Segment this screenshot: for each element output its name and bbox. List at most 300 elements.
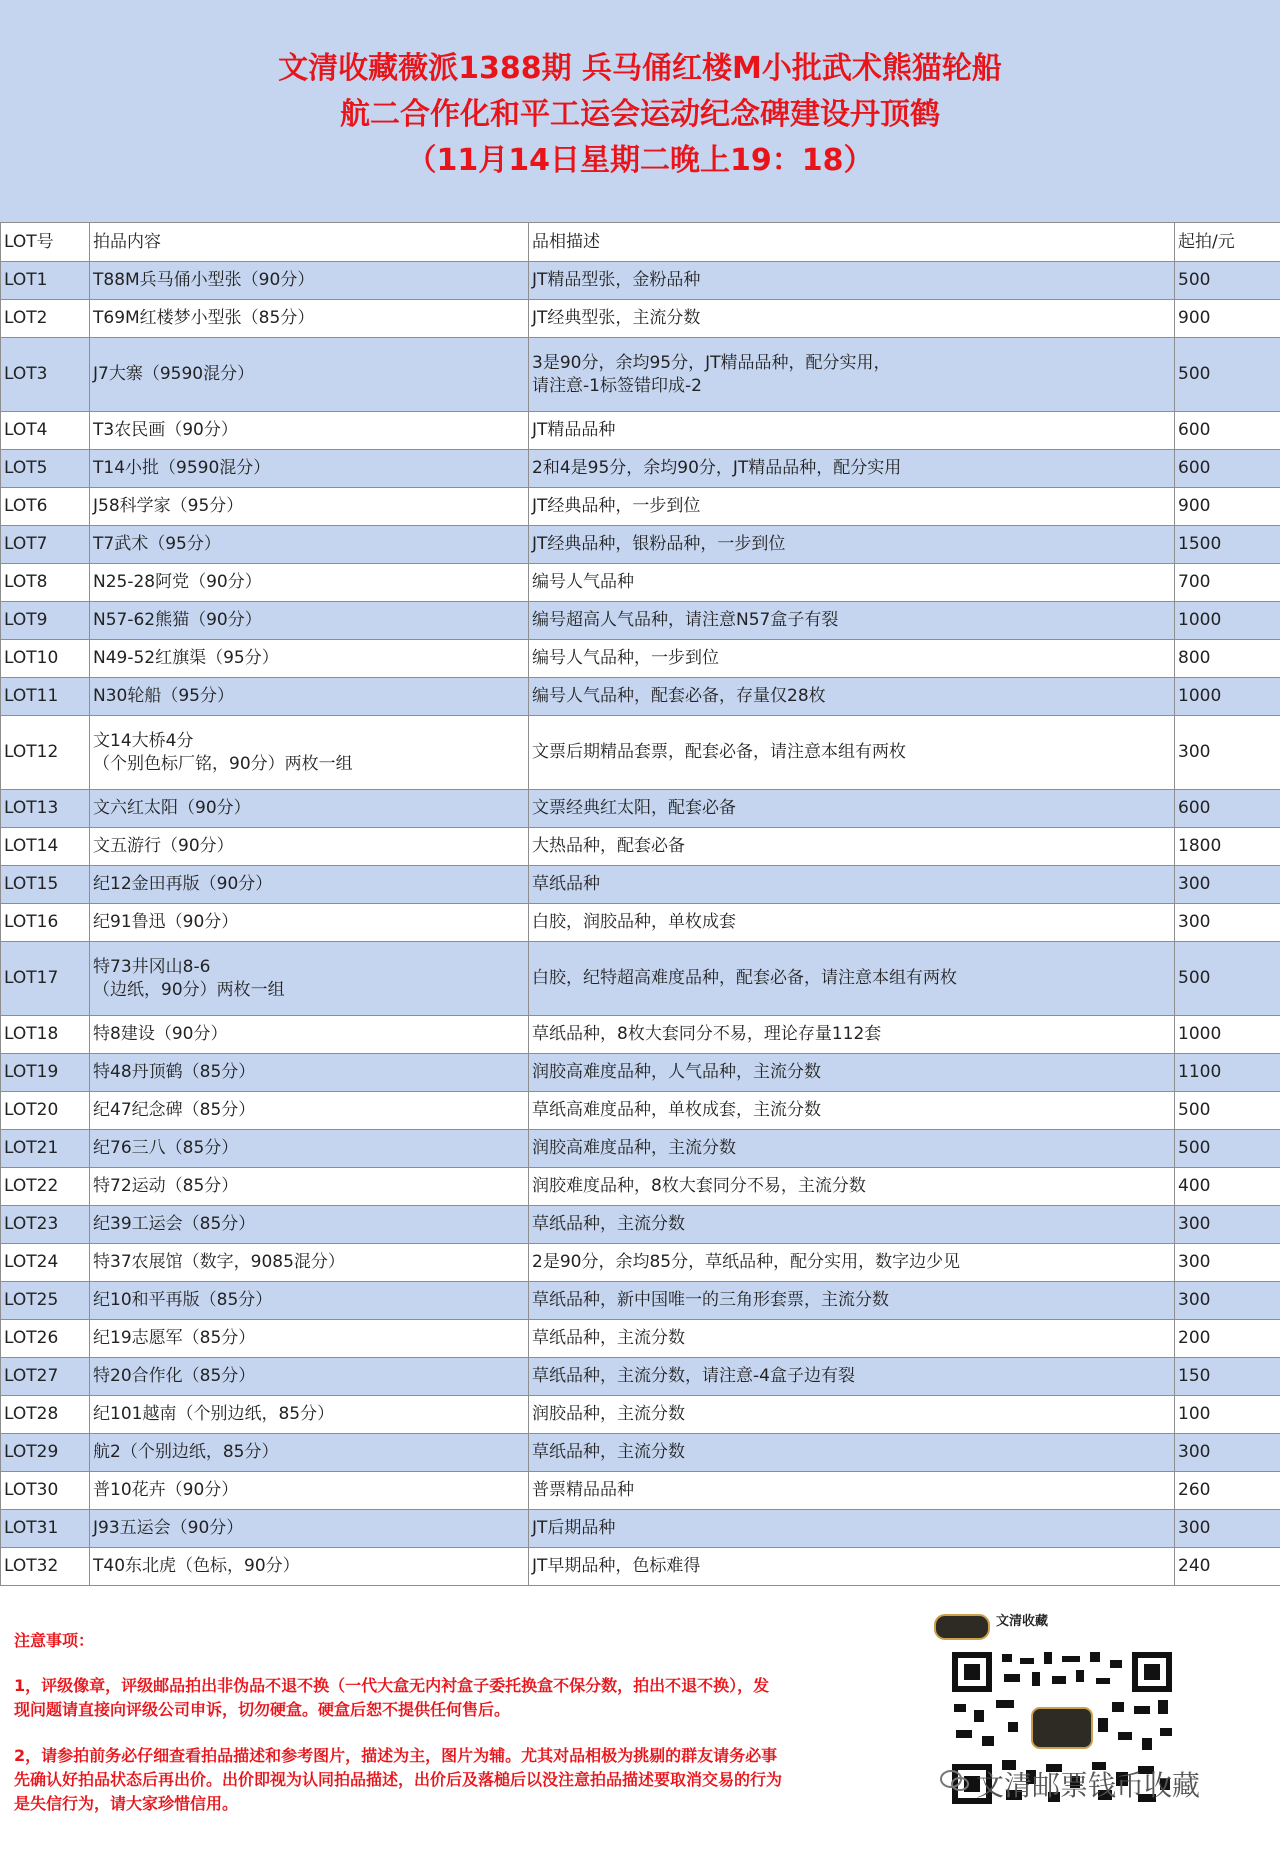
cell-price-text: 900 bbox=[1178, 308, 1211, 328]
cell-desc bbox=[529, 488, 1175, 526]
cell-desc bbox=[529, 716, 1175, 790]
cell-price bbox=[1175, 450, 1280, 488]
brand-logo-icon bbox=[934, 1614, 990, 1640]
cell-item bbox=[90, 1472, 529, 1510]
cell-lot-text: LOT19 bbox=[4, 1062, 59, 1082]
cell-item bbox=[90, 412, 529, 450]
cell-price-text: 200 bbox=[1178, 1328, 1211, 1348]
table-row bbox=[1, 678, 1280, 716]
cell-price-text: 500 bbox=[1178, 1138, 1211, 1158]
cell-price bbox=[1175, 412, 1280, 450]
cell-price bbox=[1175, 488, 1280, 526]
cell-price-text: 600 bbox=[1178, 420, 1211, 440]
cell-lot bbox=[1, 640, 90, 678]
cell-item bbox=[90, 1510, 529, 1548]
cell-desc bbox=[529, 300, 1175, 338]
cell-lot-text: LOT17 bbox=[4, 968, 59, 988]
cell-lot bbox=[1, 1320, 90, 1358]
cell-item-text: N25-28阿党（90分） bbox=[93, 572, 262, 592]
cell-lot bbox=[1, 602, 90, 640]
cell-lot-text: LOT4 bbox=[4, 420, 48, 440]
cell-price-text: 300 bbox=[1178, 1518, 1211, 1538]
cell-item-text: 纪19志愿军（85分） bbox=[93, 1328, 256, 1348]
cell-price-text: 240 bbox=[1178, 1556, 1211, 1576]
cell-item bbox=[90, 338, 529, 412]
cell-lot-text: LOT22 bbox=[4, 1176, 59, 1196]
cell-item bbox=[90, 790, 529, 828]
cell-desc-text: 润胶品种，主流分数 bbox=[532, 1404, 685, 1424]
table-row bbox=[1, 450, 1280, 488]
table-row bbox=[1, 602, 1280, 640]
cell-lot-text: LOT13 bbox=[4, 798, 59, 818]
cell-lot bbox=[1, 1168, 90, 1206]
cell-desc-text: JT精品型张，金粉品种 bbox=[532, 270, 701, 290]
cell-item-text: 纪76三八（85分） bbox=[93, 1138, 239, 1158]
cell-item-text: 文五游行（90分） bbox=[93, 836, 234, 856]
cell-lot-text: LOT16 bbox=[4, 912, 59, 932]
cell-item-text: 文六红太阳（90分） bbox=[93, 798, 251, 818]
cell-desc bbox=[529, 1510, 1175, 1548]
cell-lot bbox=[1, 564, 90, 602]
cell-lot-text: LOT23 bbox=[4, 1214, 59, 1234]
cell-lot bbox=[1, 1548, 90, 1586]
cell-lot-text: LOT27 bbox=[4, 1366, 59, 1386]
cell-desc-text: 草纸高难度品种，单枚成套，主流分数 bbox=[532, 1100, 821, 1120]
cell-desc bbox=[529, 1282, 1175, 1320]
cell-price-text: 260 bbox=[1178, 1480, 1211, 1500]
cell-lot-text: LOT8 bbox=[4, 572, 48, 592]
cell-item-text: 特20合作化（85分） bbox=[93, 1366, 256, 1386]
cell-lot bbox=[1, 716, 90, 790]
cell-lot bbox=[1, 1472, 90, 1510]
table-row bbox=[1, 1206, 1280, 1244]
cell-item bbox=[90, 488, 529, 526]
table-row bbox=[1, 564, 1280, 602]
table-header-row bbox=[1, 223, 1280, 262]
cell-lot-text: LOT18 bbox=[4, 1024, 59, 1044]
table-row bbox=[1, 942, 1280, 1016]
cell-price-text: 1000 bbox=[1178, 1024, 1222, 1044]
cell-item-text: 纪47纪念碑（85分） bbox=[93, 1100, 256, 1120]
cell-price bbox=[1175, 1168, 1280, 1206]
table-row bbox=[1, 1016, 1280, 1054]
cell-item bbox=[90, 262, 529, 300]
cell-price-text: 600 bbox=[1178, 798, 1211, 818]
table-row bbox=[1, 1244, 1280, 1282]
cell-desc-text: 编号人气品种，配套必备，存量仅28枚 bbox=[532, 686, 826, 706]
cell-lot bbox=[1, 262, 90, 300]
table-row bbox=[1, 1396, 1280, 1434]
table-row bbox=[1, 1358, 1280, 1396]
cell-item bbox=[90, 450, 529, 488]
cell-desc bbox=[529, 262, 1175, 300]
cell-desc bbox=[529, 564, 1175, 602]
cell-desc bbox=[529, 1396, 1175, 1434]
table-row bbox=[1, 866, 1280, 904]
cell-lot-text: LOT9 bbox=[4, 610, 48, 630]
cell-price bbox=[1175, 1472, 1280, 1510]
cell-price-text: 400 bbox=[1178, 1176, 1211, 1196]
cell-desc-text: 草纸品种，主流分数 bbox=[532, 1214, 685, 1234]
cell-desc bbox=[529, 338, 1175, 412]
cell-lot bbox=[1, 1244, 90, 1282]
cell-lot bbox=[1, 450, 90, 488]
cell-price-text: 300 bbox=[1178, 1442, 1211, 1462]
cell-item bbox=[90, 1282, 529, 1320]
cell-item bbox=[90, 1320, 529, 1358]
cell-desc-text: JT经典品种，一步到位 bbox=[532, 496, 701, 516]
cell-lot bbox=[1, 1206, 90, 1244]
cell-lot bbox=[1, 1016, 90, 1054]
table-row bbox=[1, 1434, 1280, 1472]
lot-table-body bbox=[1, 262, 1280, 1586]
page-header bbox=[0, 0, 1280, 222]
cell-desc-text: JT后期品种 bbox=[532, 1518, 616, 1538]
cell-lot-text: LOT10 bbox=[4, 648, 59, 668]
cell-desc-text: JT经典品种，银粉品种，一步到位 bbox=[532, 534, 786, 554]
cell-item-text: 纪91鲁迅（90分） bbox=[93, 912, 239, 932]
cell-lot bbox=[1, 1358, 90, 1396]
cell-item bbox=[90, 1548, 529, 1586]
col-header-price: 起拍/元 bbox=[1175, 223, 1280, 262]
cell-item bbox=[90, 866, 529, 904]
cell-lot-text: LOT11 bbox=[4, 686, 59, 706]
cell-price-text: 300 bbox=[1178, 1252, 1211, 1272]
cell-price-text: 300 bbox=[1178, 1214, 1211, 1234]
cell-lot bbox=[1, 526, 90, 564]
cell-desc-text: 草纸品种，8枚大套同分不易，理论存量112套 bbox=[532, 1024, 882, 1044]
cell-lot bbox=[1, 678, 90, 716]
cell-price bbox=[1175, 942, 1280, 1016]
cell-desc bbox=[529, 1130, 1175, 1168]
cell-price bbox=[1175, 300, 1280, 338]
table-row bbox=[1, 1092, 1280, 1130]
notes-item-2: 2，请参拍前务必仔细查看拍品描述和参考图片，描述为主，图片为辅。尤其对品相极为挑剔的群友请务必事先确认好拍品状态后再出价。出价即视为认同拍品描述，出价后及落槌后以没注意拍品描述要取消交易的行为是失信行为，请大家珍惜信用。 bbox=[14, 1746, 783, 1813]
cell-lot-text: LOT29 bbox=[4, 1442, 59, 1462]
cell-item-text: J7大寨（9590混分） bbox=[93, 364, 255, 384]
cell-lot bbox=[1, 338, 90, 412]
cell-item bbox=[90, 1054, 529, 1092]
cell-item bbox=[90, 1244, 529, 1282]
cell-price bbox=[1175, 602, 1280, 640]
cell-lot-text: LOT7 bbox=[4, 534, 48, 554]
cell-lot-text: LOT2 bbox=[4, 308, 48, 328]
cell-price-text: 100 bbox=[1178, 1404, 1211, 1424]
cell-lot-text: LOT3 bbox=[4, 364, 48, 384]
cell-lot bbox=[1, 790, 90, 828]
cell-item-text: N49-52红旗渠（95分） bbox=[93, 648, 279, 668]
cell-item bbox=[90, 904, 529, 942]
cell-price-text: 500 bbox=[1178, 1100, 1211, 1120]
cell-item-text: J93五运会（90分） bbox=[93, 1518, 244, 1538]
table-row bbox=[1, 640, 1280, 678]
cell-desc bbox=[529, 1548, 1175, 1586]
cell-price bbox=[1175, 1434, 1280, 1472]
cell-desc-text: 润胶高难度品种，人气品种，主流分数 bbox=[532, 1062, 821, 1082]
notes-section bbox=[0, 1586, 1280, 1844]
cell-lot-text: LOT5 bbox=[4, 458, 48, 478]
cell-price bbox=[1175, 716, 1280, 790]
table-row bbox=[1, 300, 1280, 338]
cell-lot-text: LOT1 bbox=[4, 270, 48, 290]
cell-desc-text: 润胶难度品种，8枚大套同分不易，主流分数 bbox=[532, 1176, 866, 1196]
cell-item-text: T3农民画（90分） bbox=[93, 420, 238, 440]
cell-desc bbox=[529, 602, 1175, 640]
cell-item-text: 特48丹顶鹤（85分） bbox=[93, 1062, 256, 1082]
cell-price-text: 600 bbox=[1178, 458, 1211, 478]
cell-desc-text: 编号人气品种，一步到位 bbox=[532, 648, 719, 668]
cell-desc bbox=[529, 1054, 1175, 1092]
watermark-text: 文清邮票钱币收藏 bbox=[976, 1769, 1201, 1802]
cell-desc-text: JT精品品种 bbox=[532, 420, 616, 440]
cell-price bbox=[1175, 564, 1280, 602]
cell-item bbox=[90, 1092, 529, 1130]
cell-desc bbox=[529, 790, 1175, 828]
cell-item-text-line2: （个别色标厂铭，90分）两枚一组 bbox=[93, 753, 353, 774]
cell-desc bbox=[529, 1472, 1175, 1510]
cell-item-text: 纪101越南（个别边纸，85分） bbox=[93, 1404, 335, 1424]
cell-price bbox=[1175, 678, 1280, 716]
cell-item bbox=[90, 1434, 529, 1472]
cell-lot bbox=[1, 828, 90, 866]
cell-price bbox=[1175, 262, 1280, 300]
cell-item-text: J58科学家（95分） bbox=[93, 496, 244, 516]
cell-item-text: T88M兵马俑小型张（90分） bbox=[93, 270, 315, 290]
cell-item-text: 特73井冈山8-6 bbox=[93, 956, 211, 977]
cell-item bbox=[90, 1206, 529, 1244]
col-header-lot: LOT号 bbox=[1, 223, 90, 262]
cell-price bbox=[1175, 1548, 1280, 1586]
cell-desc-text: 大热品种，配套必备 bbox=[532, 836, 685, 856]
cell-desc bbox=[529, 1358, 1175, 1396]
cell-desc-text-line2: 请注意-1标签错印成-2 bbox=[532, 375, 702, 396]
cell-price bbox=[1175, 790, 1280, 828]
cell-price bbox=[1175, 1092, 1280, 1130]
cell-desc bbox=[529, 1244, 1175, 1282]
cell-lot bbox=[1, 1396, 90, 1434]
cell-price bbox=[1175, 338, 1280, 412]
cell-lot-text: LOT12 bbox=[4, 742, 59, 762]
table-row bbox=[1, 526, 1280, 564]
cell-item bbox=[90, 942, 529, 1016]
cell-item-text-line2: （边纸，90分）两枚一组 bbox=[93, 979, 285, 1000]
cell-price bbox=[1175, 1396, 1280, 1434]
cell-price-text: 300 bbox=[1178, 742, 1211, 762]
cell-lot-text: LOT31 bbox=[4, 1518, 59, 1538]
cell-price bbox=[1175, 828, 1280, 866]
cell-desc bbox=[529, 450, 1175, 488]
title-line-2: 航二合作化和平工运会运动纪念碑建设丹顶鹤 bbox=[340, 97, 940, 132]
cell-lot bbox=[1, 1282, 90, 1320]
cell-desc-text: 编号超高人气品种，请注意N57盒子有裂 bbox=[532, 610, 839, 630]
cell-item-text: 纪12金田再版（90分） bbox=[93, 874, 273, 894]
title-line-1: 文清收藏薇派1388期 兵马俑红楼M小批武术熊猫轮船 bbox=[278, 51, 1002, 86]
cell-desc bbox=[529, 904, 1175, 942]
cell-price-text: 300 bbox=[1178, 874, 1211, 894]
cell-price-text: 1800 bbox=[1178, 836, 1222, 856]
cell-price bbox=[1175, 1320, 1280, 1358]
cell-price bbox=[1175, 904, 1280, 942]
table-row bbox=[1, 488, 1280, 526]
cell-item bbox=[90, 640, 529, 678]
cell-price-text: 500 bbox=[1178, 968, 1211, 988]
cell-desc-text: 文票后期精品套票，配套必备，请注意本组有两枚 bbox=[532, 742, 906, 762]
cell-desc bbox=[529, 1434, 1175, 1472]
cell-lot-text: LOT20 bbox=[4, 1100, 59, 1120]
cell-desc-text: 编号人气品种 bbox=[532, 572, 634, 592]
cell-item bbox=[90, 1016, 529, 1054]
cell-desc-text: 白胶，润胶品种，单枚成套 bbox=[532, 912, 736, 932]
cell-price-text: 700 bbox=[1178, 572, 1211, 592]
table-row bbox=[1, 262, 1280, 300]
cell-lot-text: LOT15 bbox=[4, 874, 59, 894]
cell-desc bbox=[529, 526, 1175, 564]
cell-price-text: 900 bbox=[1178, 496, 1211, 516]
cell-item-text: 文14大桥4分 bbox=[93, 730, 194, 751]
cell-item-text: 特8建设（90分） bbox=[93, 1024, 228, 1044]
cell-lot-text: LOT14 bbox=[4, 836, 59, 856]
cell-lot bbox=[1, 1092, 90, 1130]
cell-desc-text: 草纸品种，新中国唯一的三角形套票，主流分数 bbox=[532, 1290, 889, 1310]
cell-price bbox=[1175, 526, 1280, 564]
cell-lot bbox=[1, 1434, 90, 1472]
notes-title: 注意事项： bbox=[14, 1631, 95, 1650]
cell-lot bbox=[1, 412, 90, 450]
cell-price-text: 1000 bbox=[1178, 610, 1222, 630]
cell-desc bbox=[529, 412, 1175, 450]
cell-desc bbox=[529, 866, 1175, 904]
cell-price bbox=[1175, 1054, 1280, 1092]
cell-item-text: 纪10和平再版（85分） bbox=[93, 1290, 273, 1310]
cell-desc-text: 2和4是95分，余均90分，JT精品品种，配分实用 bbox=[532, 458, 902, 478]
cell-lot bbox=[1, 1130, 90, 1168]
cell-item bbox=[90, 716, 529, 790]
cell-lot bbox=[1, 488, 90, 526]
cell-item bbox=[90, 1168, 529, 1206]
col-header-item: 拍品内容 bbox=[90, 223, 529, 262]
table-row bbox=[1, 1320, 1280, 1358]
cell-lot bbox=[1, 1510, 90, 1548]
cell-desc-text: 普票精品品种 bbox=[532, 1480, 634, 1500]
cell-desc-text: 草纸品种，主流分数，请注意-4盒子边有裂 bbox=[532, 1366, 855, 1386]
cell-lot bbox=[1, 1054, 90, 1092]
cell-lot bbox=[1, 904, 90, 942]
cell-price bbox=[1175, 1130, 1280, 1168]
cell-item-text: T14小批（9590混分） bbox=[93, 458, 271, 478]
cell-price bbox=[1175, 1282, 1280, 1320]
cell-item-text: T40东北虎（色标，90分） bbox=[93, 1556, 300, 1576]
cell-lot-text: LOT28 bbox=[4, 1404, 59, 1424]
cell-price-text: 300 bbox=[1178, 1290, 1211, 1310]
table-row bbox=[1, 1510, 1280, 1548]
cell-item bbox=[90, 1130, 529, 1168]
cell-price-text: 500 bbox=[1178, 364, 1211, 384]
cell-desc bbox=[529, 828, 1175, 866]
cell-item-text: 航2（个别边纸，85分） bbox=[93, 1442, 279, 1462]
cell-desc-text: 草纸品种 bbox=[532, 874, 600, 894]
cell-desc bbox=[529, 1320, 1175, 1358]
cell-item-text: N57-62熊猫（90分） bbox=[93, 610, 262, 630]
cell-lot-text: LOT26 bbox=[4, 1328, 59, 1348]
cell-price bbox=[1175, 640, 1280, 678]
cell-price bbox=[1175, 1016, 1280, 1054]
table-row bbox=[1, 1130, 1280, 1168]
cell-lot-text: LOT25 bbox=[4, 1290, 59, 1310]
cell-item-text: T69M红楼梦小型张（85分） bbox=[93, 308, 315, 328]
cell-lot-text: LOT6 bbox=[4, 496, 48, 516]
lot-table bbox=[0, 222, 1280, 1586]
cell-desc-text: 草纸品种，主流分数 bbox=[532, 1442, 685, 1462]
table-row bbox=[1, 790, 1280, 828]
cell-price bbox=[1175, 1510, 1280, 1548]
cell-lot-text: LOT30 bbox=[4, 1480, 59, 1500]
table-row bbox=[1, 716, 1280, 790]
table-row bbox=[1, 1282, 1280, 1320]
table-row bbox=[1, 1472, 1280, 1510]
cell-desc-text: 润胶高难度品种，主流分数 bbox=[532, 1138, 736, 1158]
cell-item-text: 特72运动（85分） bbox=[93, 1176, 239, 1196]
cell-lot bbox=[1, 866, 90, 904]
cell-price bbox=[1175, 1206, 1280, 1244]
cell-desc-text: 2是90分，余均85分，草纸品种，配分实用，数字边少见 bbox=[532, 1252, 961, 1272]
cell-desc-text: 白胶，纪特超高难度品种，配套必备，请注意本组有两枚 bbox=[532, 968, 957, 988]
table-row bbox=[1, 1168, 1280, 1206]
table-row bbox=[1, 904, 1280, 942]
cell-item bbox=[90, 1358, 529, 1396]
cell-price-text: 300 bbox=[1178, 912, 1211, 932]
table-row bbox=[1, 412, 1280, 450]
cell-price-text: 1000 bbox=[1178, 686, 1222, 706]
table-row bbox=[1, 338, 1280, 412]
cell-price-text: 1100 bbox=[1178, 1062, 1222, 1082]
cell-desc-text: 文票经典红太阳，配套必备 bbox=[532, 798, 736, 818]
cell-price-text: 800 bbox=[1178, 648, 1211, 668]
cell-lot-text: LOT24 bbox=[4, 1252, 59, 1272]
cell-lot bbox=[1, 300, 90, 338]
cell-price-text: 150 bbox=[1178, 1366, 1211, 1386]
cell-item-text: 纪39工运会（85分） bbox=[93, 1214, 256, 1234]
cell-desc bbox=[529, 1206, 1175, 1244]
table-row bbox=[1, 1548, 1280, 1586]
cell-item-text: 普10花卉（90分） bbox=[93, 1480, 239, 1500]
cell-desc-text: 草纸品种，主流分数 bbox=[532, 1328, 685, 1348]
cell-item bbox=[90, 602, 529, 640]
cell-price-text: 1500 bbox=[1178, 534, 1222, 554]
cell-price bbox=[1175, 1244, 1280, 1282]
table-row bbox=[1, 828, 1280, 866]
notes-item-1: 1，评级像章，评级邮品拍出非伪品不退不换（一代大盒无内衬盒子委托换盒不保分数，拍出不退不换），发现问题请直接向评级公司申诉，切勿硬盒。硬盒后恕不提供任何售后。 bbox=[14, 1676, 770, 1719]
title-line-3: （11月14日星期二晚上19：18） bbox=[406, 143, 874, 178]
cell-price bbox=[1175, 866, 1280, 904]
table-row bbox=[1, 1054, 1280, 1092]
cell-item bbox=[90, 828, 529, 866]
wechat-icon bbox=[940, 1770, 970, 1792]
cell-lot-text: LOT21 bbox=[4, 1138, 59, 1158]
cell-desc bbox=[529, 1016, 1175, 1054]
cell-item bbox=[90, 300, 529, 338]
cell-desc bbox=[529, 1092, 1175, 1130]
cell-price-text: 500 bbox=[1178, 270, 1211, 290]
cell-desc-text: JT早期品种，色标难得 bbox=[532, 1556, 701, 1576]
cell-item-text: N30轮船（95分） bbox=[93, 686, 234, 706]
cell-lot bbox=[1, 942, 90, 1016]
cell-desc bbox=[529, 942, 1175, 1016]
cell-desc bbox=[529, 1168, 1175, 1206]
cell-item bbox=[90, 564, 529, 602]
cell-desc-text: 3是90分，余均95分，JT精品品种，配分实用， bbox=[532, 352, 891, 373]
cell-item-text: 特37农展馆（数字，9085混分） bbox=[93, 1252, 345, 1272]
qr-brand-name: 文清收藏 bbox=[996, 1614, 1049, 1629]
